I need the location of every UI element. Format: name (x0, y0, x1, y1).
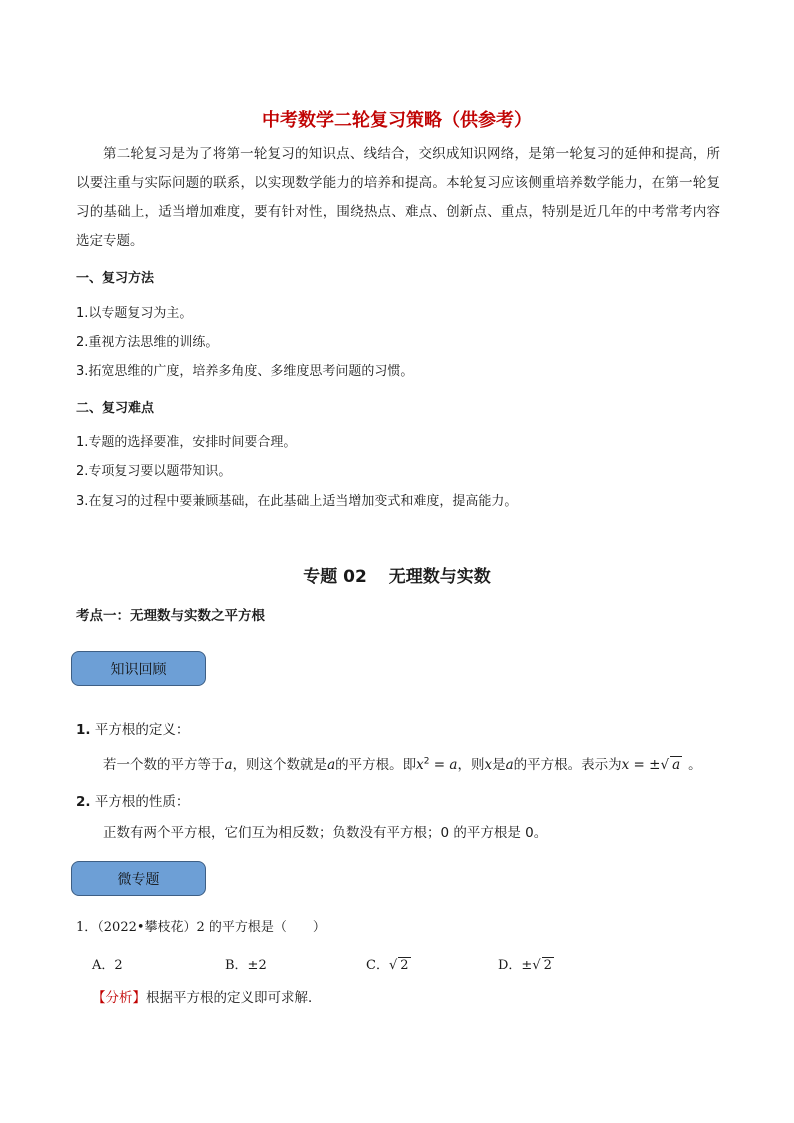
var-x: x (484, 757, 493, 773)
page-title: 中考数学二轮复习策略（供参考） (262, 110, 532, 131)
def-text-1: 若一个数的平方等于 (103, 757, 225, 773)
option-c (366, 954, 411, 973)
section2-item-1: 1.专题的选择要准，安排时间要合理。 (76, 435, 297, 450)
analysis (92, 986, 322, 1006)
definition-1-heading (76, 718, 189, 738)
equals: = (429, 757, 450, 773)
section2-item-3: 3.在复习的过程中要兼顾基础，在此基础上适当增加变式和难度，提高能力。 (76, 494, 518, 509)
topic-title (0, 562, 794, 587)
section1-item-1: 1.以专题复习为主。 (76, 306, 193, 321)
section2-item-2: 2.专项复习要以题带知识。 (76, 464, 232, 479)
var-a: a (449, 757, 458, 773)
intro-paragraph (76, 140, 720, 256)
def-text-2: ，则这个数就是 (232, 757, 328, 773)
sqrt-sign: √ (532, 958, 541, 973)
sqrt-sign: √ (388, 958, 398, 973)
section1-heading: 一、复习方法 (76, 271, 155, 286)
micro-topic-badge (71, 861, 206, 896)
topic-name: 无理数与实数 (388, 567, 491, 587)
var-a: a (505, 757, 514, 773)
analysis-text: 根据平方根的定义即可求解． (146, 990, 322, 1006)
def-text-5: 是 (492, 757, 506, 773)
section1-item-2: 2.重视方法思维的训练。 (76, 335, 219, 350)
var-a: a (327, 757, 336, 773)
definition-2-title: 平方根的性质： (94, 794, 190, 810)
knowledge-review-label: 知识回顾 (110, 661, 167, 678)
definition-1-title: 平方根的定义： (94, 722, 190, 738)
option-d-radicand: 2 (543, 958, 552, 973)
question-stem: 1．（2022•攀枝花）2 的平方根是（ ） (76, 920, 326, 935)
option-d (498, 954, 554, 973)
def-text-3: 的平方根。即 (335, 757, 417, 773)
sqrt-radicand: a (672, 757, 681, 773)
intro-text: 第二轮复习是为了将第一轮复习的知识点、线结合，交织成知识网络，是第一轮复习的延伸和提高，所以要注重与实际问题的联系，以实现数学能力的培养和提高。本轮复习应该侧重培养数学能力，在第一轮复习的基础上，适当增加难度，要有针对性，围绕热点、难点、创新点、重点，特别是近几年的中考常考内容选定专题。 (76, 146, 720, 249)
knowledge-review-badge (71, 651, 206, 686)
analysis-tag: 【分析】 (92, 990, 146, 1006)
topic-number: 专题 02 (303, 567, 367, 587)
var-x: x (416, 757, 424, 773)
definition-2-number: 2. (76, 794, 91, 810)
option-b: B．±2 (225, 958, 267, 973)
def-text-6: 的平方根。表示为 (513, 757, 622, 773)
def-end: 。 (688, 757, 702, 773)
definition-2-body: 正数有两个平方根，它们互为相反数；负数没有平方根；0 的平方根是 0。 (103, 825, 548, 841)
kaodian-heading: 考点一：无理数与实数之平方根 (76, 608, 265, 624)
section1-item-3: 3.拓宽思维的广度，培养多角度、多维度思考问题的习惯。 (76, 364, 414, 379)
micro-topic-label: 微专题 (117, 871, 160, 888)
plus-minus: = ± (629, 757, 661, 773)
sqrt-sign: √ (660, 757, 670, 773)
exponent: 2 (423, 756, 430, 767)
option-c-label: C． (366, 958, 389, 973)
def-text-4: ，则 (457, 757, 485, 773)
option-c-radicand: 2 (400, 958, 409, 973)
var-x: x (621, 757, 630, 773)
definition-2-heading (76, 790, 189, 810)
option-a: A．2 (92, 958, 123, 973)
section2-heading: 二、复习难点 (76, 401, 155, 416)
option-d-label: D．± (498, 958, 533, 973)
var-a: a (224, 757, 233, 773)
definition-1-number: 1. (76, 722, 91, 738)
definition-1-body (103, 753, 702, 773)
